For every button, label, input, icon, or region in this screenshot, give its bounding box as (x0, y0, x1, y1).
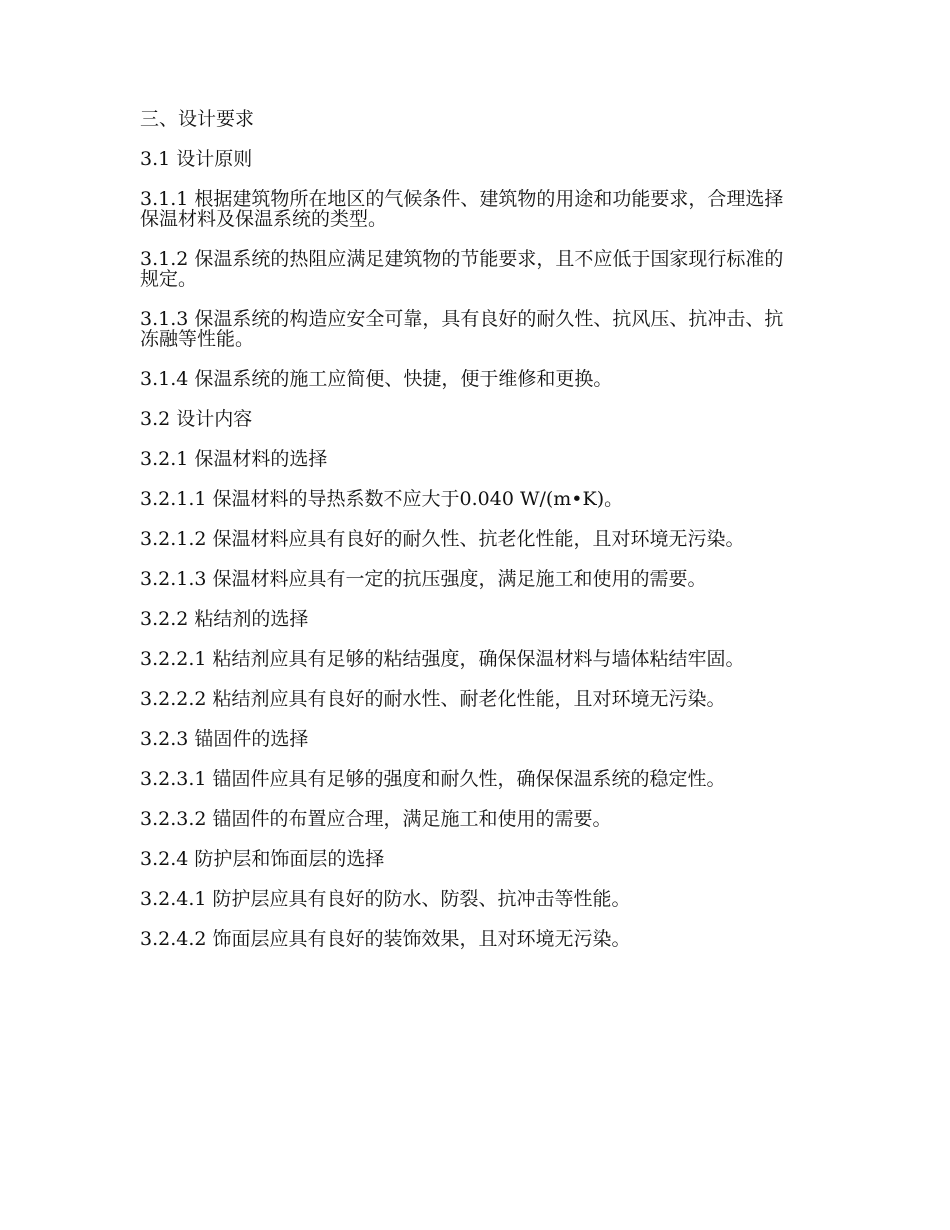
clause-paragraph: 3.2.4.1 防护层应具有良好的防水、防裂、抗冲击等性能。 (140, 888, 631, 910)
clause-heading: 3.2.4 防护层和饰面层的选择 (140, 848, 385, 870)
clause-paragraph: 3.2.2.1 粘结剂应具有足够的粘结强度，确保保温材料与墙体粘结牢固。 (140, 648, 745, 670)
clause-paragraph: 3.1.4 保温系统的施工应简便、快捷，便于维修和更换。 (140, 368, 613, 390)
subsection-heading: 3.2 设计内容 (140, 408, 253, 430)
clause-heading: 3.2.2 粘结剂的选择 (140, 608, 309, 630)
clause-paragraph: 3.2.1.2 保温材料应具有良好的耐久性、抗老化性能，且对环境无污染。 (140, 528, 745, 550)
clause-heading: 3.2.1 保温材料的选择 (140, 448, 328, 470)
document-body (140, 109, 800, 969)
clause-paragraph: 3.2.2.2 粘结剂应具有良好的耐水性、耐老化性能，且对环境无污染。 (140, 688, 726, 710)
section-heading: 三、设计要求 (140, 108, 255, 130)
clause-heading: 3.2.3 锚固件的选择 (140, 728, 309, 750)
clause-paragraph: 3.2.1.1 保温材料的导热系数不应大于0.040 W/(m•K)。 (140, 488, 624, 510)
clause-paragraph: 3.2.4.2 饰面层应具有良好的装饰效果，且对环境无污染。 (140, 928, 631, 950)
clause-paragraph: 3.2.3.1 锚固件应具有足够的强度和耐久性，确保保温系统的稳定性。 (140, 768, 726, 790)
clause-paragraph: 3.2.3.2 锚固件的布置应合理，满足施工和使用的需要。 (140, 808, 612, 830)
clause-paragraph: 3.2.1.3 保温材料应具有一定的抗压强度，满足施工和使用的需要。 (140, 568, 707, 590)
clause-paragraph: 3.1.1 根据建筑物所在地区的气候条件、建筑物的用途和功能要求，合理选择保温材料及保温系统的类型。 (140, 188, 784, 230)
clause-paragraph: 3.1.2 保温系统的热阻应满足建筑物的节能要求，且不应低于国家现行标准的规定。 (140, 248, 784, 290)
clause-paragraph: 3.1.3 保温系统的构造应安全可靠，具有良好的耐久性、抗风压、抗冲击、抗冻融等性能。 (140, 308, 784, 350)
subsection-heading: 3.1 设计原则 (140, 148, 253, 170)
